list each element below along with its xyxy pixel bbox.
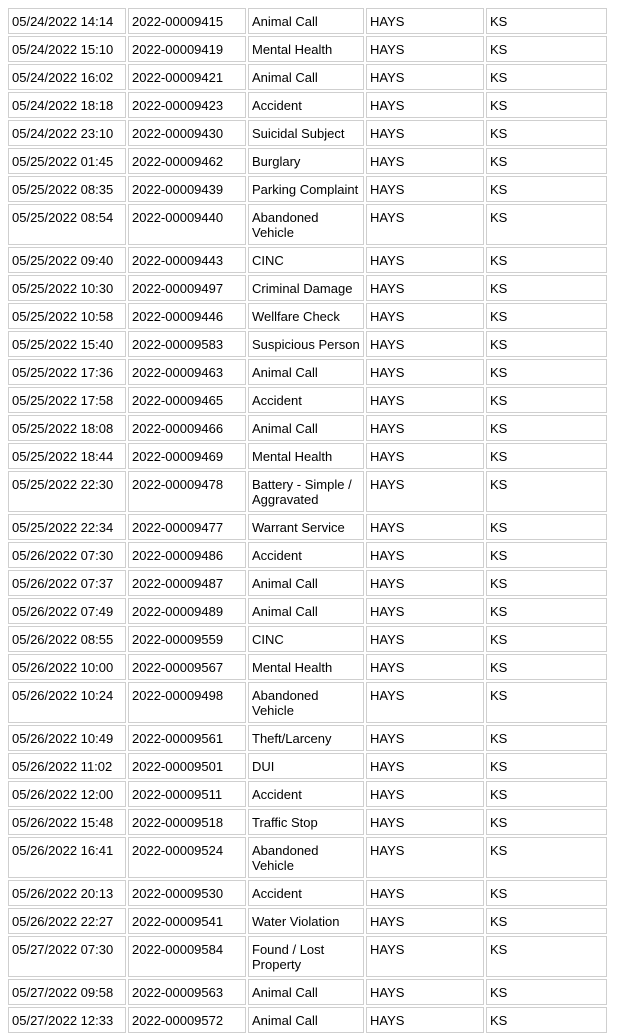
state-cell: KS	[486, 36, 607, 62]
table-row	[8, 936, 607, 977]
table-row	[8, 542, 607, 568]
city-cell: HAYS	[366, 331, 484, 357]
call-type-cell: Mental Health	[248, 654, 364, 680]
date-time-cell: 05/26/2022 08:55	[8, 626, 126, 652]
call-type-cell: Animal Call	[248, 8, 364, 34]
date-time-cell: 05/26/2022 15:48	[8, 809, 126, 835]
incident-number-cell: 2022-00009439	[128, 176, 246, 202]
state-cell: KS	[486, 92, 607, 118]
state-cell: KS	[486, 359, 607, 385]
state-cell: KS	[486, 570, 607, 596]
city-cell: HAYS	[366, 8, 484, 34]
city-cell: HAYS	[366, 247, 484, 273]
table-row	[8, 275, 607, 301]
incident-number-cell: 2022-00009463	[128, 359, 246, 385]
incident-number-cell: 2022-00009465	[128, 387, 246, 413]
call-type-cell: Suspicious Person	[248, 331, 364, 357]
date-time-cell: 05/26/2022 07:30	[8, 542, 126, 568]
incident-number-cell: 2022-00009430	[128, 120, 246, 146]
table-row	[8, 387, 607, 413]
incident-number-cell: 2022-00009462	[128, 148, 246, 174]
incident-number-cell: 2022-00009440	[128, 204, 246, 245]
state-cell: KS	[486, 781, 607, 807]
call-type-cell: Abandoned Vehicle	[248, 682, 364, 723]
call-type-cell: Traffic Stop	[248, 809, 364, 835]
city-cell: HAYS	[366, 443, 484, 469]
state-cell: KS	[486, 809, 607, 835]
state-cell: KS	[486, 725, 607, 751]
date-time-cell: 05/26/2022 10:00	[8, 654, 126, 680]
call-type-cell: Water Violation	[248, 908, 364, 934]
incident-number-cell: 2022-00009561	[128, 725, 246, 751]
table-row	[8, 682, 607, 723]
call-type-cell: CINC	[248, 626, 364, 652]
incident-number-cell: 2022-00009563	[128, 979, 246, 1005]
date-time-cell: 05/26/2022 11:02	[8, 753, 126, 779]
table-row	[8, 753, 607, 779]
city-cell: HAYS	[366, 92, 484, 118]
state-cell: KS	[486, 542, 607, 568]
call-type-cell: Battery - Simple / Aggravated	[248, 471, 364, 512]
incident-number-cell: 2022-00009446	[128, 303, 246, 329]
state-cell: KS	[486, 64, 607, 90]
city-cell: HAYS	[366, 837, 484, 878]
date-time-cell: 05/27/2022 09:58	[8, 979, 126, 1005]
city-cell: HAYS	[366, 753, 484, 779]
call-type-cell: Found / Lost Property	[248, 936, 364, 977]
date-time-cell: 05/26/2022 20:13	[8, 880, 126, 906]
incident-number-cell: 2022-00009572	[128, 1007, 246, 1033]
incident-log-page	[6, 6, 609, 1035]
call-type-cell: CINC	[248, 247, 364, 273]
incident-number-cell: 2022-00009530	[128, 880, 246, 906]
call-type-cell: Mental Health	[248, 36, 364, 62]
table-row	[8, 654, 607, 680]
city-cell: HAYS	[366, 1007, 484, 1033]
incident-number-cell: 2022-00009423	[128, 92, 246, 118]
state-cell: KS	[486, 908, 607, 934]
table-row	[8, 725, 607, 751]
city-cell: HAYS	[366, 303, 484, 329]
incident-number-cell: 2022-00009443	[128, 247, 246, 273]
city-cell: HAYS	[366, 176, 484, 202]
incident-number-cell: 2022-00009559	[128, 626, 246, 652]
incident-number-cell: 2022-00009415	[128, 8, 246, 34]
state-cell: KS	[486, 753, 607, 779]
city-cell: HAYS	[366, 148, 484, 174]
call-type-cell: Animal Call	[248, 64, 364, 90]
date-time-cell: 05/26/2022 07:37	[8, 570, 126, 596]
state-cell: KS	[486, 514, 607, 540]
table-row	[8, 204, 607, 245]
incident-table	[6, 6, 609, 1035]
city-cell: HAYS	[366, 654, 484, 680]
city-cell: HAYS	[366, 36, 484, 62]
city-cell: HAYS	[366, 275, 484, 301]
date-time-cell: 05/25/2022 18:08	[8, 415, 126, 441]
table-row	[8, 880, 607, 906]
state-cell: KS	[486, 880, 607, 906]
date-time-cell: 05/26/2022 07:49	[8, 598, 126, 624]
state-cell: KS	[486, 120, 607, 146]
table-row	[8, 120, 607, 146]
call-type-cell: Warrant Service	[248, 514, 364, 540]
table-row	[8, 247, 607, 273]
date-time-cell: 05/26/2022 12:00	[8, 781, 126, 807]
state-cell: KS	[486, 148, 607, 174]
date-time-cell: 05/25/2022 09:40	[8, 247, 126, 273]
call-type-cell: Wellfare Check	[248, 303, 364, 329]
date-time-cell: 05/25/2022 10:30	[8, 275, 126, 301]
table-row	[8, 570, 607, 596]
city-cell: HAYS	[366, 682, 484, 723]
incident-number-cell: 2022-00009466	[128, 415, 246, 441]
date-time-cell: 05/25/2022 10:58	[8, 303, 126, 329]
date-time-cell: 05/26/2022 22:27	[8, 908, 126, 934]
city-cell: HAYS	[366, 359, 484, 385]
call-type-cell: Animal Call	[248, 570, 364, 596]
table-row	[8, 303, 607, 329]
date-time-cell: 05/24/2022 16:02	[8, 64, 126, 90]
incident-number-cell: 2022-00009524	[128, 837, 246, 878]
state-cell: KS	[486, 247, 607, 273]
date-time-cell: 05/27/2022 07:30	[8, 936, 126, 977]
state-cell: KS	[486, 387, 607, 413]
date-time-cell: 05/25/2022 22:34	[8, 514, 126, 540]
call-type-cell: Accident	[248, 880, 364, 906]
state-cell: KS	[486, 654, 607, 680]
call-type-cell: Parking Complaint	[248, 176, 364, 202]
date-time-cell: 05/25/2022 18:44	[8, 443, 126, 469]
call-type-cell: Mental Health	[248, 443, 364, 469]
city-cell: HAYS	[366, 204, 484, 245]
incident-number-cell: 2022-00009497	[128, 275, 246, 301]
incident-number-cell: 2022-00009486	[128, 542, 246, 568]
city-cell: HAYS	[366, 471, 484, 512]
date-time-cell: 05/25/2022 15:40	[8, 331, 126, 357]
table-row	[8, 331, 607, 357]
city-cell: HAYS	[366, 880, 484, 906]
table-row	[8, 36, 607, 62]
date-time-cell: 05/25/2022 08:35	[8, 176, 126, 202]
date-time-cell: 05/25/2022 01:45	[8, 148, 126, 174]
incident-number-cell: 2022-00009583	[128, 331, 246, 357]
date-time-cell: 05/24/2022 18:18	[8, 92, 126, 118]
state-cell: KS	[486, 682, 607, 723]
state-cell: KS	[486, 8, 607, 34]
call-type-cell: Animal Call	[248, 1007, 364, 1033]
city-cell: HAYS	[366, 542, 484, 568]
incident-number-cell: 2022-00009501	[128, 753, 246, 779]
call-type-cell: Animal Call	[248, 415, 364, 441]
table-row	[8, 809, 607, 835]
date-time-cell: 05/25/2022 17:58	[8, 387, 126, 413]
city-cell: HAYS	[366, 514, 484, 540]
city-cell: HAYS	[366, 570, 484, 596]
call-type-cell: Accident	[248, 542, 364, 568]
incident-number-cell: 2022-00009518	[128, 809, 246, 835]
state-cell: KS	[486, 979, 607, 1005]
state-cell: KS	[486, 443, 607, 469]
city-cell: HAYS	[366, 936, 484, 977]
date-time-cell: 05/24/2022 15:10	[8, 36, 126, 62]
state-cell: KS	[486, 331, 607, 357]
city-cell: HAYS	[366, 781, 484, 807]
call-type-cell: Criminal Damage	[248, 275, 364, 301]
table-row	[8, 148, 607, 174]
state-cell: KS	[486, 275, 607, 301]
call-type-cell: Theft/Larceny	[248, 725, 364, 751]
table-row	[8, 1007, 607, 1033]
date-time-cell: 05/26/2022 10:24	[8, 682, 126, 723]
incident-number-cell: 2022-00009477	[128, 514, 246, 540]
incident-number-cell: 2022-00009567	[128, 654, 246, 680]
table-row	[8, 92, 607, 118]
table-row	[8, 598, 607, 624]
state-cell: KS	[486, 303, 607, 329]
date-time-cell: 05/25/2022 22:30	[8, 471, 126, 512]
city-cell: HAYS	[366, 387, 484, 413]
incident-number-cell: 2022-00009419	[128, 36, 246, 62]
table-row	[8, 837, 607, 878]
table-row	[8, 359, 607, 385]
call-type-cell: Abandoned Vehicle	[248, 837, 364, 878]
state-cell: KS	[486, 626, 607, 652]
state-cell: KS	[486, 204, 607, 245]
date-time-cell: 05/27/2022 12:33	[8, 1007, 126, 1033]
call-type-cell: Accident	[248, 781, 364, 807]
state-cell: KS	[486, 471, 607, 512]
call-type-cell: Burglary	[248, 148, 364, 174]
call-type-cell: Accident	[248, 387, 364, 413]
incident-number-cell: 2022-00009478	[128, 471, 246, 512]
date-time-cell: 05/26/2022 10:49	[8, 725, 126, 751]
call-type-cell: Animal Call	[248, 359, 364, 385]
state-cell: KS	[486, 936, 607, 977]
date-time-cell: 05/24/2022 23:10	[8, 120, 126, 146]
state-cell: KS	[486, 176, 607, 202]
city-cell: HAYS	[366, 64, 484, 90]
call-type-cell: Animal Call	[248, 979, 364, 1005]
city-cell: HAYS	[366, 598, 484, 624]
call-type-cell: Suicidal Subject	[248, 120, 364, 146]
incident-number-cell: 2022-00009421	[128, 64, 246, 90]
table-row	[8, 626, 607, 652]
date-time-cell: 05/24/2022 14:14	[8, 8, 126, 34]
incident-number-cell: 2022-00009511	[128, 781, 246, 807]
state-cell: KS	[486, 598, 607, 624]
table-row	[8, 908, 607, 934]
table-row	[8, 781, 607, 807]
state-cell: KS	[486, 837, 607, 878]
call-type-cell: Abandoned Vehicle	[248, 204, 364, 245]
city-cell: HAYS	[366, 725, 484, 751]
table-row	[8, 514, 607, 540]
table-row	[8, 443, 607, 469]
incident-number-cell: 2022-00009487	[128, 570, 246, 596]
call-type-cell: Accident	[248, 92, 364, 118]
incident-number-cell: 2022-00009584	[128, 936, 246, 977]
table-row	[8, 8, 607, 34]
date-time-cell: 05/25/2022 17:36	[8, 359, 126, 385]
state-cell: KS	[486, 1007, 607, 1033]
incident-table-body	[8, 8, 607, 1033]
call-type-cell: Animal Call	[248, 598, 364, 624]
incident-number-cell: 2022-00009498	[128, 682, 246, 723]
call-type-cell: DUI	[248, 753, 364, 779]
city-cell: HAYS	[366, 979, 484, 1005]
table-row	[8, 979, 607, 1005]
date-time-cell: 05/25/2022 08:54	[8, 204, 126, 245]
table-row	[8, 176, 607, 202]
incident-number-cell: 2022-00009541	[128, 908, 246, 934]
city-cell: HAYS	[366, 809, 484, 835]
city-cell: HAYS	[366, 120, 484, 146]
state-cell: KS	[486, 415, 607, 441]
table-row	[8, 64, 607, 90]
city-cell: HAYS	[366, 626, 484, 652]
incident-number-cell: 2022-00009489	[128, 598, 246, 624]
city-cell: HAYS	[366, 908, 484, 934]
table-row	[8, 471, 607, 512]
incident-number-cell: 2022-00009469	[128, 443, 246, 469]
date-time-cell: 05/26/2022 16:41	[8, 837, 126, 878]
table-row	[8, 415, 607, 441]
city-cell: HAYS	[366, 415, 484, 441]
